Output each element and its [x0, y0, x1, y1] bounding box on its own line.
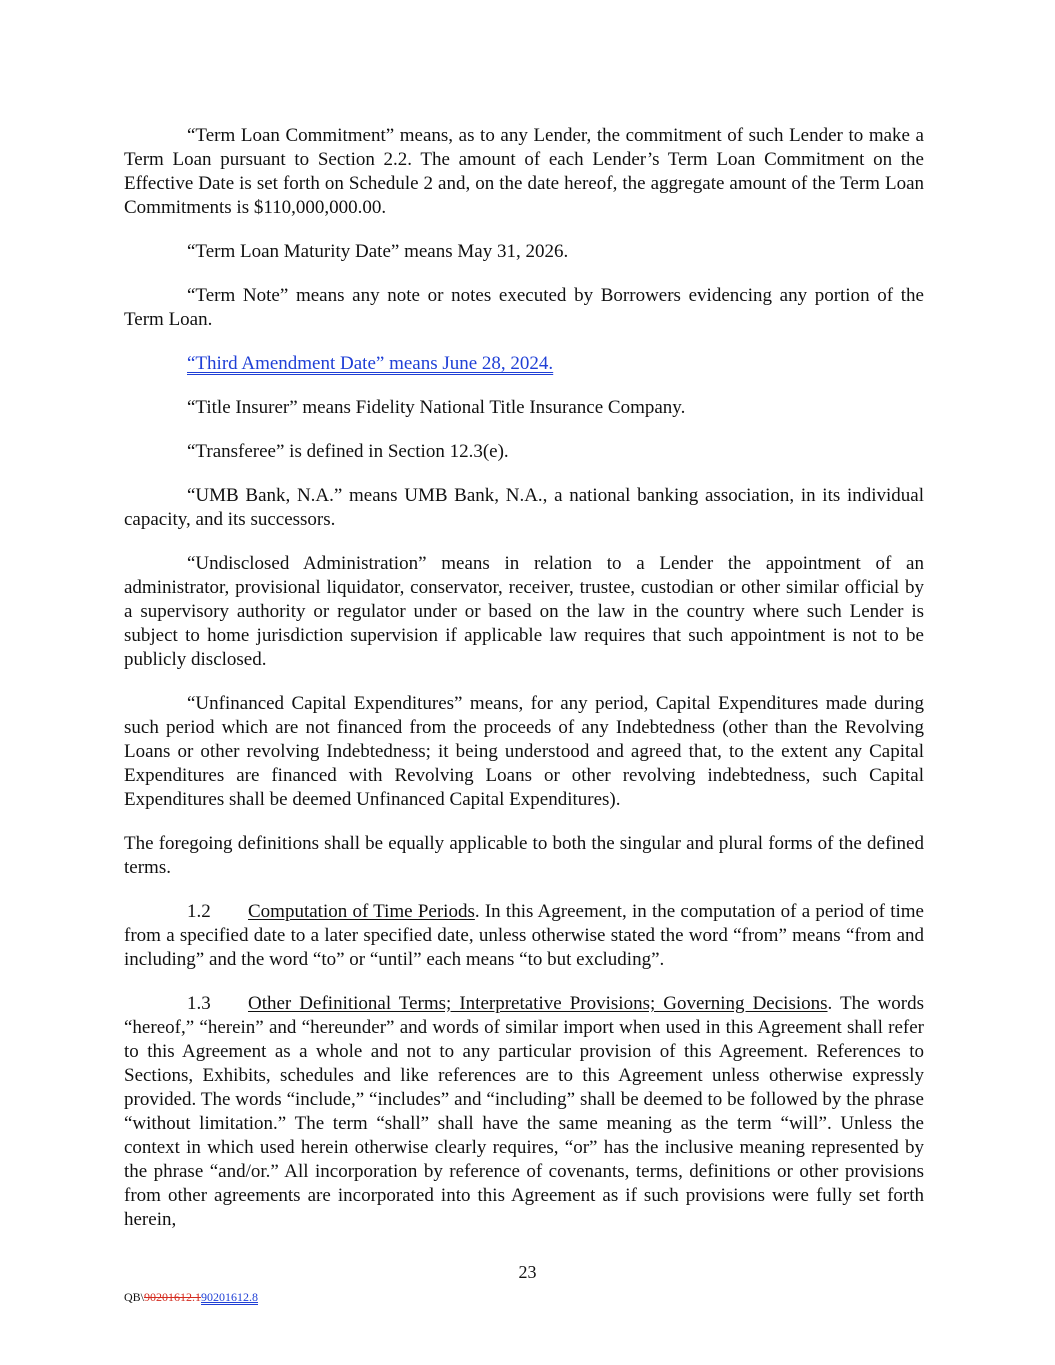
section-body: . In this Agreement, in the computation of a period of time from a specified date to a later specified date, unless otherwise stated the word “from” means “from and including” and the word “to” or “until” each means “to but excluding”.	[124, 901, 924, 970]
definition-third-amendment-date	[124, 352, 924, 376]
page-number: 23	[518, 1262, 537, 1282]
section-heading: Computation of Time Periods	[248, 901, 475, 922]
section-body: . The words “hereof,” “herein” and “hereunder” and words of similar import when used in this Agreement shall refer to this Agreement as a whole and not to any particular provision of this Agreement. References to Sections, Exhibits, schedules and like references are to this Agreement unless otherwise expressly provided. The words “include,” “includes” and “including” shall be deemed to be followed by the phrase “without limitation.” The term “shall” shall have the same meaning as the term “will”. Unless the context in which used herein otherwise clearly requires, “or” has the inclusive meaning represented by the phrase “and/or.” All incorporation by reference of covenants, terms, definitions or other provisions from other agreements are incorporated into this Agreement as if such provisions were fully set forth herein,	[124, 993, 924, 1230]
definition-term-loan-commitment: “Term Loan Commitment” means, as to any Lender, the commitment of such Lender to make a Term Loan pursuant to Section 2.2. The amount of each Lender’s Term Loan Commitment on the Effective Date is set forth on Schedule 2 and, on the date hereof, the aggregate amount of the Term Loan Commitments is $110,000,000.00.	[124, 125, 924, 218]
definition-unfinanced-capex: “Unfinanced Capital Expenditures” means, for any period, Capital Expenditures made during such period which are not financed from the proceeds of any Indebtedness (other than the Revolving Loans or other revolving Indebtedness; it being understood and agreed that, to the extent any Capital Expenditures are financed with Revolving Loans or other revolving indebtedness, such Capital Expenditures shall be deemed Unfinanced Capital Expenditures).	[124, 693, 924, 810]
definition-transferee: “Transferee” is defined in Section 12.3(e).	[187, 441, 509, 462]
definition-term-note: “Term Note” means any note or notes executed by Borrowers evidencing any portion of the Term Loan.	[124, 285, 924, 330]
definition-title-insurer: “Title Insurer” means Fidelity National Title Insurance Company.	[187, 397, 686, 418]
doc-id-deleted: 90201612.1	[144, 1290, 202, 1304]
section-1-3	[124, 992, 924, 1232]
closing-paragraph: The foregoing definitions shall be equally applicable to both the singular and plural forms of the defined terms.	[124, 833, 924, 878]
doc-id-inserted: 90201612.8	[201, 1290, 259, 1304]
section-number: 1.2	[187, 901, 211, 922]
document-id	[124, 1290, 258, 1305]
document-page	[124, 124, 924, 1252]
doc-id-prefix: QB\	[124, 1290, 145, 1304]
inserted-text: “Third Amendment Date” means June 28, 2024.	[187, 353, 554, 374]
definition-umb-bank: “UMB Bank, N.A.” means UMB Bank, N.A., a national banking association, in its individual capacity, and its successors.	[124, 485, 924, 530]
section-heading: Other Definitional Terms; Interpretative Provisions; Governing Decisions	[248, 993, 828, 1014]
definition-undisclosed-administration: “Undisclosed Administration” means in relation to a Lender the appointment of an administrator, provisional liquidator, conservator, receiver, trustee, custodian or other similar official by a supervisory authority or regulator under or based on the law in the country where such Lender is subject to home jurisdiction supervision if applicable law requires that such appointment is not to be publicly disclosed.	[124, 553, 924, 670]
section-1-2	[124, 900, 924, 972]
section-number: 1.3	[187, 993, 211, 1014]
definition-term-loan-maturity-date: “Term Loan Maturity Date” means May 31, 2026.	[187, 241, 569, 262]
